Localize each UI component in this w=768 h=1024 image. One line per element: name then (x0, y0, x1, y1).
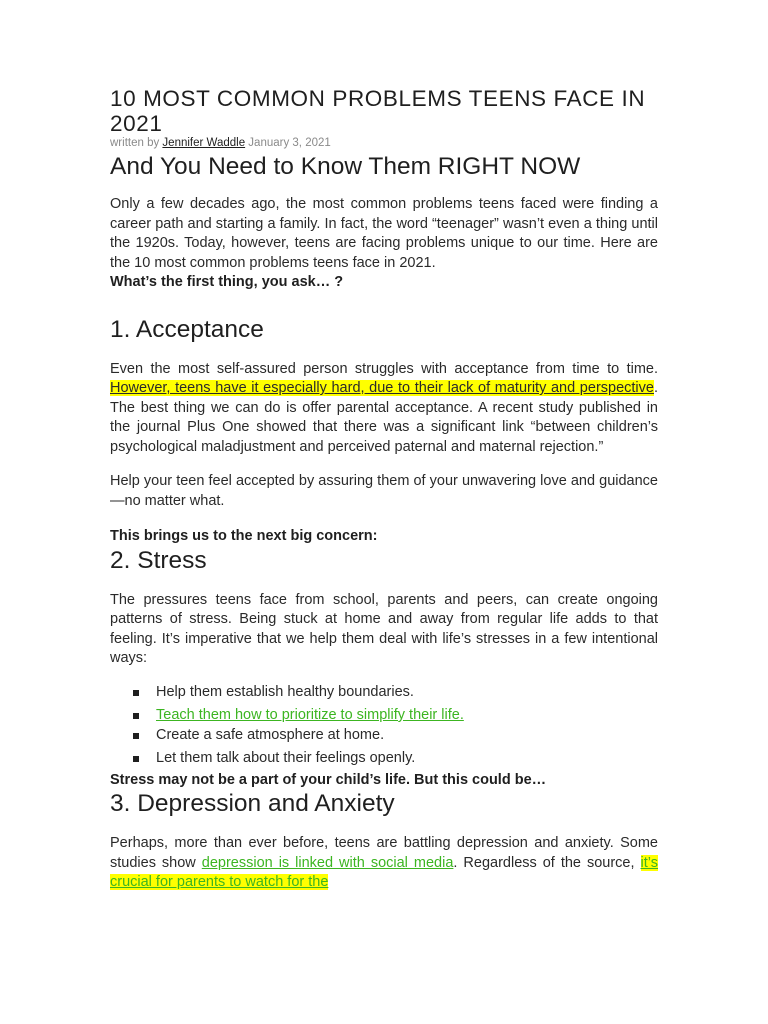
section-heading-acceptance: 1. Acceptance (110, 315, 264, 343)
article-subtitle: And You Need to Know Them RIGHT NOW (110, 153, 581, 180)
list-item (110, 706, 658, 726)
list-item (110, 726, 658, 746)
author-link[interactable]: Jennifer Waddle (162, 137, 246, 149)
article-body (110, 86, 658, 893)
section-heading-depression: 3. Depression and Anxiety (110, 790, 395, 817)
article-title: 10 MOST COMMON PROBLEMS TEENS FACE IN 2021 (110, 86, 646, 136)
list-item (110, 683, 658, 703)
social-media-link[interactable]: depression is linked with social media (201, 854, 454, 871)
stress-transition: Stress may not be a part of your child’s life. But this could be… (110, 771, 547, 788)
byline (110, 137, 658, 150)
bullet-square-icon (133, 713, 139, 719)
bullet-square-icon (133, 690, 139, 696)
publish-date: January 3, 2021 (245, 137, 331, 149)
list-item-text: Help them establish healthy boundaries. (156, 683, 414, 700)
prioritize-link[interactable]: Teach them how to prioritize to simplify their life. (156, 707, 464, 723)
stress-bullet-list (110, 683, 658, 769)
parents-watch-highlight-link[interactable]: it’s crucial for parents to watch for the (110, 854, 658, 890)
acceptance-paragraph (110, 360, 658, 458)
acceptance-paragraph-2: Help your teen feel accepted by assuring them of your unwavering love and guidance—no matter what. (110, 473, 658, 509)
intro-question: What’s the first thing, you ask… ? (110, 274, 344, 290)
byline-prefix: written by (110, 137, 163, 149)
acceptance-text-start: Even the most self-assured person struggles with acceptance from time to time. (110, 360, 658, 377)
bullet-square-icon (133, 756, 139, 762)
bullet-square-icon (133, 733, 139, 739)
acceptance-highlight: However, teens have it especially hard, due to their lack of maturity and perspective (110, 380, 654, 396)
list-item-text: Let them talk about their feelings openly. (156, 750, 416, 766)
list-item (110, 749, 658, 769)
acceptance-text-end: . The best thing we can do is offer parental acceptance. A recent study published in the journal Plus One showed that there was a significant link “between children’s psychological maladjustment and perceived paternal and maternal rejection.” (110, 380, 658, 455)
stress-paragraph: The pressures teens face from school, parents and peers, can create ongoing patterns of stress. Being stuck at home and away from regular life adds to that feeling. It’s imperative that we help them deal with life’s stresses in a few intentional ways: (110, 591, 658, 666)
acceptance-transition: This brings us to the next big concern: (110, 528, 378, 544)
list-item-text: Create a safe atmosphere at home. (156, 726, 385, 743)
section-heading-stress: 2. Stress (110, 546, 207, 574)
depression-text-mid: . Regardless of the source, (453, 854, 641, 871)
depression-paragraph (110, 834, 658, 893)
depression-text-start: Perhaps, more than ever before, teens are battling depression and anxiety. Some studies show (110, 835, 658, 871)
intro-paragraph: Only a few decades ago, the most common problems teens faced were finding a career path and starting a family. In fact, the word “teenager” wasn’t even a thing until the 1920s. Today, however, teens are facing problems unique to our time. Here are the 10 most common problems teens face in 2021. (110, 196, 658, 271)
